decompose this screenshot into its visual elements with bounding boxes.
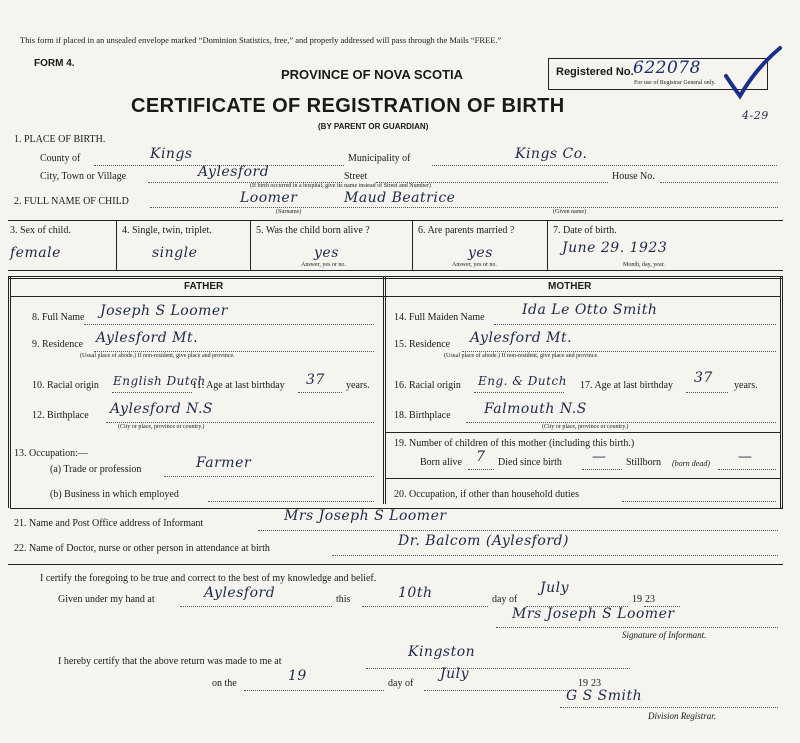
born-alive-count-label: Born alive [420, 457, 462, 468]
stillborn-count: — [738, 449, 753, 465]
died-since-birth-count: — [592, 449, 607, 465]
place-of-birth-label: 1. PLACE OF BIRTH. [14, 134, 106, 145]
checkmark-icon [724, 44, 784, 100]
registrar-place: Kingston [408, 644, 476, 660]
registrar-month: July [440, 666, 470, 682]
certify-text: I certify the foregoing to be true and correct to the best of my knowledge and belief. [40, 573, 377, 584]
dob-label: 7. Date of birth. [553, 225, 617, 236]
occupation-label: 13. Occupation:— [14, 448, 88, 459]
plurality-label: 4. Single, twin, triplet. [122, 225, 212, 236]
born-alive-label: 5. Was the child born alive ? [256, 225, 370, 236]
registrar-year: 23 [591, 678, 601, 689]
county-label: County of [40, 153, 81, 164]
mother-racial: Eng. & Dutch [478, 374, 567, 388]
mother-residence-caption: (Usual place of abode.) If non-resident, give place and province. [444, 353, 599, 359]
certify-day-of-label: day of [492, 594, 518, 605]
mother-age-label: 17. Age at last birthday [580, 380, 674, 391]
stillborn-caption: (born dead) [672, 459, 710, 468]
child-name-label: 2. FULL NAME OF CHILD [14, 196, 129, 207]
dob-caption: Month, day, year. [623, 262, 665, 268]
stillborn-label: Stillborn [626, 457, 662, 468]
county-value: Kings [150, 146, 193, 162]
informant-signature: Mrs Joseph S Loomer [512, 606, 675, 622]
mother-birthplace: Falmouth N.S [484, 401, 587, 417]
sex-label: 3. Sex of child. [10, 225, 71, 236]
father-heading: FATHER [184, 281, 224, 292]
registered-number: 622078 [633, 58, 701, 78]
born-alive-count: 7 [476, 449, 486, 465]
married-caption: Answer, yes or no. [452, 262, 497, 268]
born-alive-value: yes [314, 245, 339, 261]
registrar-year-prefix: 19 [578, 678, 588, 689]
certify-this-label: this [336, 594, 351, 605]
trade-value: Farmer [196, 455, 252, 471]
registrar-day-of-label: day of [388, 678, 414, 689]
page-title: CERTIFICATE OF REGISTRATION OF BIRTH [131, 95, 565, 117]
father-residence: Aylesford Mt. [96, 330, 199, 346]
father-years: years. [346, 380, 370, 391]
mother-heading: MOTHER [548, 281, 592, 292]
father-name-label: 8. Full Name [32, 312, 85, 323]
mother-birthplace-label: 18. Birthplace [394, 410, 451, 421]
registered-label: Registered No. [556, 66, 634, 78]
mother-birthplace-caption: (City or place, province or country.) [542, 424, 629, 430]
city-value: Aylesford [198, 164, 270, 180]
given-under-hand-label: Given under my hand at [58, 594, 155, 605]
child-given-name: Maud Beatrice [344, 190, 456, 206]
mother-residence: Aylesford Mt. [470, 330, 573, 346]
page-subtitle: (BY PARENT OR GUARDIAN) [318, 122, 429, 131]
certify-day: 10th [398, 585, 433, 601]
mother-name: Ida Le Otto Smith [522, 302, 658, 318]
doctor-value: Dr. Balcom (Aylesford) [398, 533, 569, 549]
form-number: FORM 4. [34, 58, 75, 69]
corner-mark: 4-29 [742, 109, 769, 122]
informant-label: 21. Name and Post Office address of Informant [14, 518, 204, 529]
mailing-notice: This form if placed in an unsealed envelope marked “Dominion Statistics, free,” and properly addressed will pass through the Mails “FREE.” [20, 35, 502, 45]
mother-years: years. [734, 380, 758, 391]
dob-value: June 29. 1923 [562, 240, 668, 256]
given-name-caption: (Given name) [553, 209, 587, 215]
born-alive-caption: Answer, yes or no. [301, 262, 346, 268]
father-age: 37 [306, 372, 325, 388]
plurality-value: single [152, 245, 198, 261]
registered-note: For use of Registrar General only. [634, 80, 716, 86]
city-label: City, Town or Village [40, 171, 127, 182]
province-heading: PROVINCE OF NOVA SCOTIA [281, 67, 464, 82]
father-name: Joseph S Loomer [100, 303, 228, 319]
sex-value: female [10, 245, 61, 261]
business-label: (b) Business in which employed [50, 489, 179, 500]
certify-year-prefix: 19 [632, 594, 642, 605]
mother-age: 37 [694, 370, 713, 386]
hospital-note: (If birth occurred in a hospital, give its name instead of Street and Number) [250, 183, 431, 189]
mother-occupation-label: 20. Occupation, if other than household duties [394, 489, 579, 500]
married-label: 6. Are parents married ? [418, 225, 515, 236]
certify-place: Aylesford [204, 585, 276, 601]
child-surname: Loomer [240, 190, 298, 206]
father-residence-caption: (Usual place of abode.) If non-resident, give place and province. [80, 353, 235, 359]
children-label: 19. Number of children of this mother (including this birth.) [394, 438, 635, 449]
informant-value: Mrs Joseph S Loomer [284, 508, 447, 524]
doctor-label: 22. Name of Doctor, nurse or other person in attendance at birth [14, 543, 270, 554]
married-value: yes [468, 245, 493, 261]
informant-signature-caption: Signature of Informant. [622, 630, 707, 640]
father-racial: English Dutch [113, 374, 206, 388]
father-birthplace-label: 12. Birthplace [32, 410, 89, 421]
registrar-text: I hereby certify that the above return was made to me at [58, 656, 282, 667]
mother-racial-label: 16. Racial origin [394, 380, 461, 391]
mother-name-label: 14. Full Maiden Name [394, 312, 485, 323]
certify-year: 23 [645, 594, 655, 605]
registrar-day: 19 [288, 668, 307, 684]
registrar-signature: G S Smith [566, 688, 643, 704]
father-racial-label: 10. Racial origin [32, 380, 99, 391]
house-label: House No. [612, 171, 655, 182]
trade-label: (a) Trade or profession [50, 464, 142, 475]
died-since-birth-label: Died since birth [498, 457, 562, 468]
father-birthplace: Aylesford N.S [110, 401, 214, 417]
father-residence-label: 9. Residence [32, 339, 84, 350]
registrar-on-label: on the [212, 678, 237, 689]
registrar-caption: Division Registrar. [648, 711, 717, 721]
father-age-label: 11. Age at last birthday [192, 380, 285, 391]
street-label: Street [344, 171, 368, 182]
certify-month: July [540, 580, 570, 596]
mother-residence-label: 15. Residence [394, 339, 451, 350]
municipality-label: Municipality of [348, 153, 411, 164]
municipality-value: Kings Co. [515, 146, 588, 162]
father-birthplace-caption: (City or place, province or country.) [118, 424, 205, 430]
surname-caption: (Surname) [276, 209, 302, 215]
